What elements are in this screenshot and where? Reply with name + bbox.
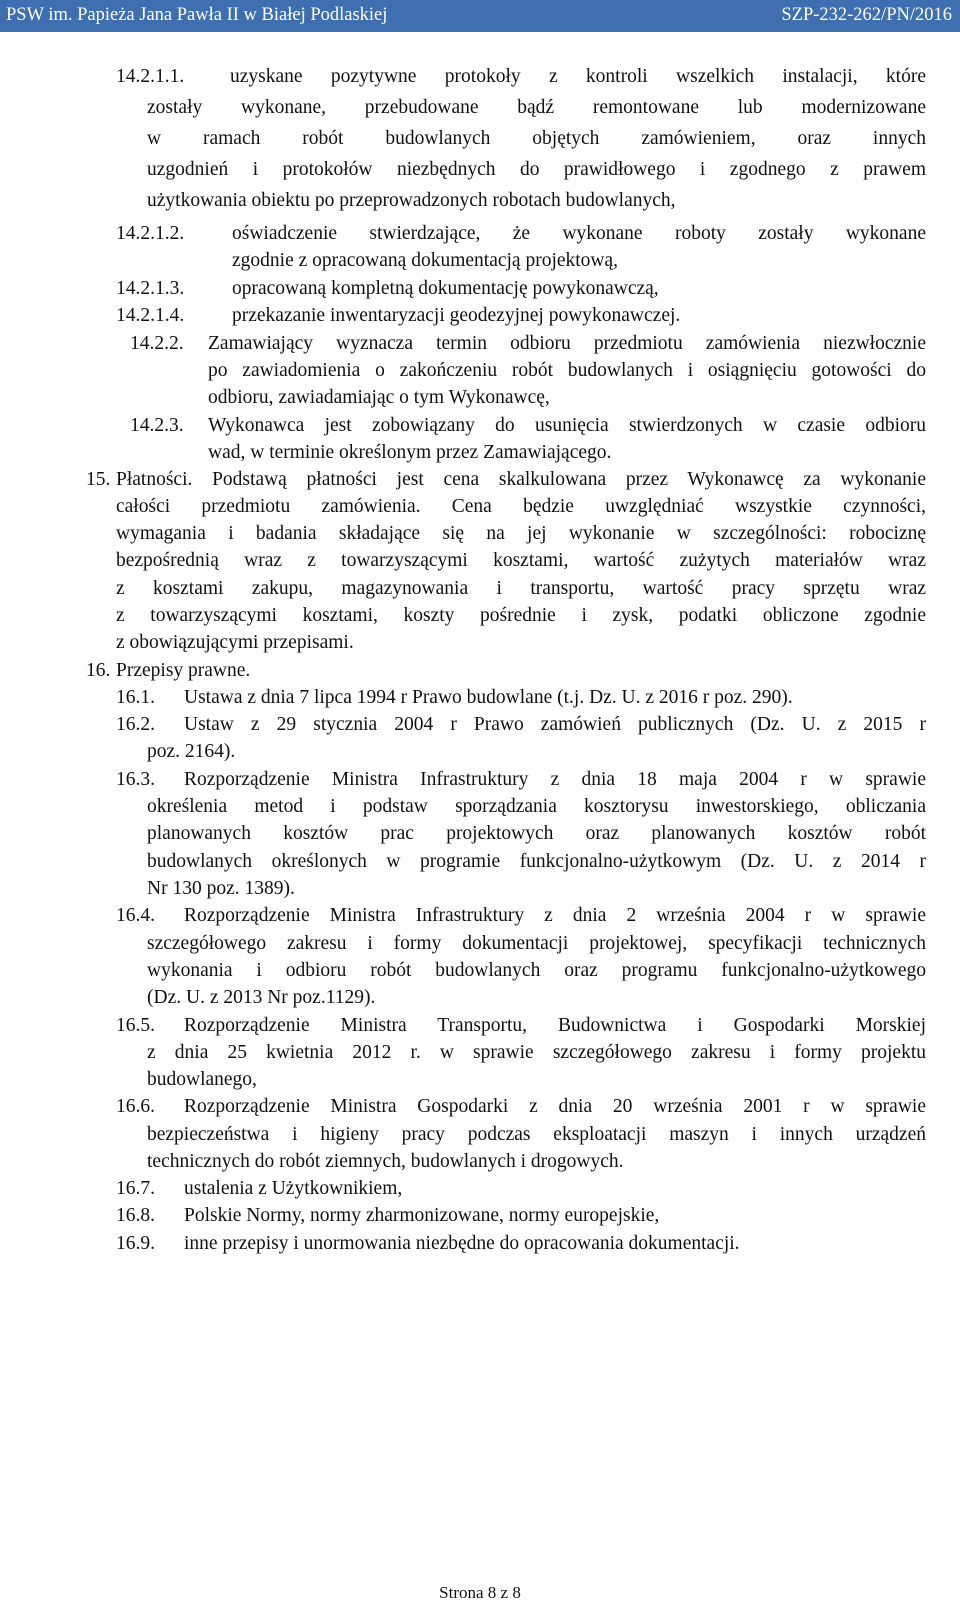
section-number: 16.6.	[116, 1096, 155, 1117]
header-reference-number: SZP-232-262/PN/2016	[781, 5, 952, 25]
section-number: 14.2.1.1.	[116, 66, 185, 87]
paragraph-line: planowanych kosztów prac projektowych oraz planowanych kosztów robót	[147, 823, 926, 844]
paragraph-line: budowlanych określonych w programie funkcjonalno-użytkowym (Dz. U. z 2014 r	[147, 851, 926, 872]
page-footer	[0, 1583, 960, 1603]
paragraph-line: uzgodnień i protokołów niezbędnych do prawidłowego i zgodnego z prawem	[147, 159, 926, 180]
section-number: 16.4.	[116, 905, 155, 926]
paragraph-line: poz. 2164).	[147, 741, 236, 762]
paragraph-line: inne przepisy i unormowania niezbędne do opracowania dokumentacji.	[184, 1233, 740, 1254]
section-number: 14.2.3.	[130, 415, 184, 436]
paragraph-line: wad, w terminie określonym przez Zamawiającego.	[208, 442, 612, 463]
section-number: 16.	[86, 660, 111, 681]
section-number: 16.2.	[116, 714, 155, 735]
paragraph-line: bezpośrednią wraz z towarzyszącymi kosztami, wartość zużytych materiałów wraz	[116, 550, 926, 571]
section-number: 14.2.2.	[130, 333, 184, 354]
paragraph-line: wykonania i odbioru robót budowlanych oraz programu funkcjonalno-użytkowego	[147, 960, 926, 981]
header-institution: PSW im. Papieża Jana Pawła II w Białej Podlaskiej	[6, 5, 388, 25]
paragraph-line: Płatności. Podstawą płatności jest cena skalkulowana przez Wykonawcę za wykonanie	[116, 469, 926, 490]
paragraph-line: Rozporządzenie Ministra Gospodarki z dnia 20 września 2001 r w sprawie	[184, 1096, 926, 1117]
section-number: 16.1.	[116, 687, 155, 708]
section-number: 16.7.	[116, 1178, 155, 1199]
paragraph-line: z towarzyszącymi kosztami, koszty pośrednie i zysk, podatki obliczone zgodnie	[116, 605, 926, 626]
paragraph-line: wymagania i badania składające się na jej wykonanie w szczególności: robociznę	[116, 523, 926, 544]
section-number: 16.5.	[116, 1015, 155, 1036]
paragraph-line: technicznych do robót ziemnych, budowlanych i drogowych.	[147, 1151, 624, 1172]
paragraph-line: Polskie Normy, normy zharmonizowane, normy europejskie,	[184, 1205, 660, 1226]
paragraph-line: ustalenia z Użytkownikiem,	[184, 1178, 403, 1199]
paragraph-line: szczegółowego zakresu i formy dokumentacji projektowej, specyfikacji technicznych	[147, 933, 926, 954]
paragraph-line: Rozporządzenie Ministra Infrastruktury z dnia 18 maja 2004 r w sprawie	[184, 769, 926, 790]
paragraph-line: po zawiadomienia o zakończeniu robót budowlanych i osiągnięciu gotowości do	[208, 360, 926, 381]
paragraph-line: odbioru, zawiadamiając o tym Wykonawcę,	[208, 387, 550, 408]
paragraph-line: Nr 130 poz. 1389).	[147, 878, 295, 899]
paragraph-line: z obowiązującymi przepisami.	[116, 632, 354, 653]
section-number: 16.3.	[116, 769, 155, 790]
paragraph-line: z dnia 25 kwietnia 2012 r. w sprawie szczegółowego zakresu i formy projektu	[147, 1042, 926, 1063]
paragraph-line: budowlanego,	[147, 1069, 257, 1090]
paragraph-line: bezpieczeństwa i higieny pracy podczas eksploatacji maszyn i innych urządzeń	[147, 1124, 926, 1145]
paragraph-line: Ustawa z dnia 7 lipca 1994 r Prawo budowlane (t.j. Dz. U. z 2016 r poz. 290).	[184, 687, 793, 708]
paragraph-line: opracowaną kompletną dokumentację powykonawczą,	[232, 278, 659, 299]
section-number: 16.8.	[116, 1205, 155, 1226]
paragraph-line: Ustaw z 29 stycznia 2004 r Prawo zamówień publicznych (Dz. U. z 2015 r	[184, 714, 926, 735]
section-number: 16.9.	[116, 1233, 155, 1254]
paragraph-line: Rozporządzenie Ministra Transportu, Budownictwa i Gospodarki Morskiej	[184, 1015, 926, 1036]
section-number: 14.2.1.2.	[116, 223, 185, 244]
paragraph-line: oświadczenie stwierdzające, że wykonane roboty zostały wykonane	[232, 223, 926, 244]
page-number: Strona 8 z 8	[439, 1583, 521, 1602]
paragraph-line: (Dz. U. z 2013 Nr poz.1129).	[147, 987, 376, 1008]
paragraph-line: zostały wykonane, przebudowane bądź remontowane lub modernizowane	[147, 97, 926, 118]
paragraph-line: zgodnie z opracowaną dokumentacją projektową,	[232, 250, 619, 271]
paragraph-line: Wykonawca jest zobowiązany do usunięcia stwierdzonych w czasie odbioru	[208, 415, 926, 436]
section-number: 14.2.1.4.	[116, 305, 185, 326]
paragraph-line: Zamawiający wyznacza termin odbioru przedmiotu zamówienia niezwłocznie	[208, 333, 926, 354]
paragraph-line: w ramach robót budowlanych objętych zamówieniem, oraz innych	[147, 128, 926, 149]
section-number: 14.2.1.3.	[116, 278, 185, 299]
paragraph-line: określenia metod i podstaw sporządzania kosztorysu inwestorskiego, obliczania	[147, 796, 926, 817]
paragraph-line: przekazanie inwentaryzacji geodezyjnej powykonawczej.	[232, 305, 681, 326]
paragraph-line: użytkowania obiektu po przeprowadzonych robotach budowlanych,	[147, 190, 676, 211]
paragraph-line: całości przedmiotu zamówienia. Cena będzie uwzględniać wszystkie czynności,	[116, 496, 926, 517]
paragraph-line: Rozporządzenie Ministra Infrastruktury z dnia 2 września 2004 r w sprawie	[184, 905, 926, 926]
section-number: 15.	[86, 469, 111, 490]
paragraph-line: z kosztami zakupu, magazynowania i transportu, wartość pracy sprzętu wraz	[116, 578, 926, 599]
section-heading: Przepisy prawne.	[116, 660, 251, 681]
paragraph-line: uzyskane pozytywne protokoły z kontroli wszelkich instalacji, które	[230, 66, 926, 87]
